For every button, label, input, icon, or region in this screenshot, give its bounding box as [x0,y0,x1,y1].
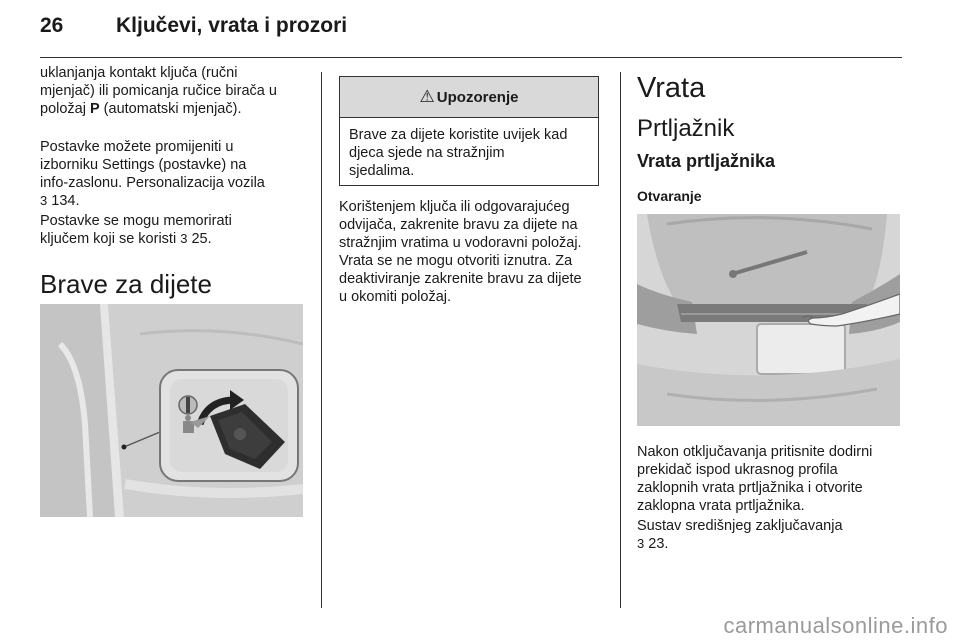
warning-header [340,77,598,118]
section-title-doors: Vrata [637,72,706,104]
watermark: carmanualsonline.info [723,613,948,638]
subsection-title-trunk: Prtljažnik [637,115,735,142]
warning-text: Brave za dijete koristite uvijek kad djeca sjede na stražnjim sjedalima. [349,127,568,179]
paragraph-ignition [40,64,315,118]
paragraph-memory [40,212,315,248]
paragraph-child-lock-usage: Korištenjem ključa ili odgovarajućeg odvijača, zakrenite bravu za dijete na stražnjim vratima u vodoravni položaj. Vrata se ne mogu otvoriti iznutra. Za deaktiviranje zakrenite bravu za dijete u okomiti položaj. [339,199,582,305]
page-ref-25: 25. [191,231,212,247]
page-ref-icon: 3 [637,536,645,551]
warning-icon: ⚠ [419,87,435,106]
page-number: 26 [40,14,64,37]
paragraph-ignition-text: uklanjanja kontakt ključa (ručni mjenjač) ili pomicanja ručice birača u položaj [40,65,277,117]
header-title: Ključevi, vrata i prozori [116,14,348,37]
page-ref-23: 23. [648,536,669,552]
page-ref-icon: 3 [40,193,48,208]
subsubsection-title-tailgate: Vrata prtljažnika [637,151,776,171]
gear-position-p: P [89,101,100,117]
page-ref-icon: 3 [180,231,188,246]
header-rule [40,57,902,58]
column-divider-right [620,72,621,608]
paragraph-central-locking [637,517,913,553]
paragraph-settings-text: Postavke možete promijeniti u izborniku Settings (postavke) na info-zaslonu. Personalizacija vozila [40,139,265,191]
warning-title: Upozorenje [436,88,519,106]
paragraph-settings [40,138,315,210]
label-opening: Otvaranje [637,188,702,204]
paragraph-memory-text: Postavke se mogu memorirati ključem koji se koristi [40,213,232,247]
section-title-child-locks: Brave za dijete [40,269,212,299]
paragraph-ignition-end: (automatski mjenjač). [99,101,242,117]
column-divider-left [321,72,322,608]
page-ref-134: 134. [51,193,80,209]
child-lock-illustration [40,304,303,517]
tailgate-illustration [637,214,900,426]
paragraph-tailgate-opening: Nakon otključavanja pritisnite dodirni prekidač ispod ukrasnog profila zaklopnih vrata prtljažnika i otvorite zaklopna vrata prtljažnika. [637,444,873,514]
paragraph-central-locking-text: Sustav središnjeg zaključavanja [637,518,843,534]
warning-box [339,76,599,186]
